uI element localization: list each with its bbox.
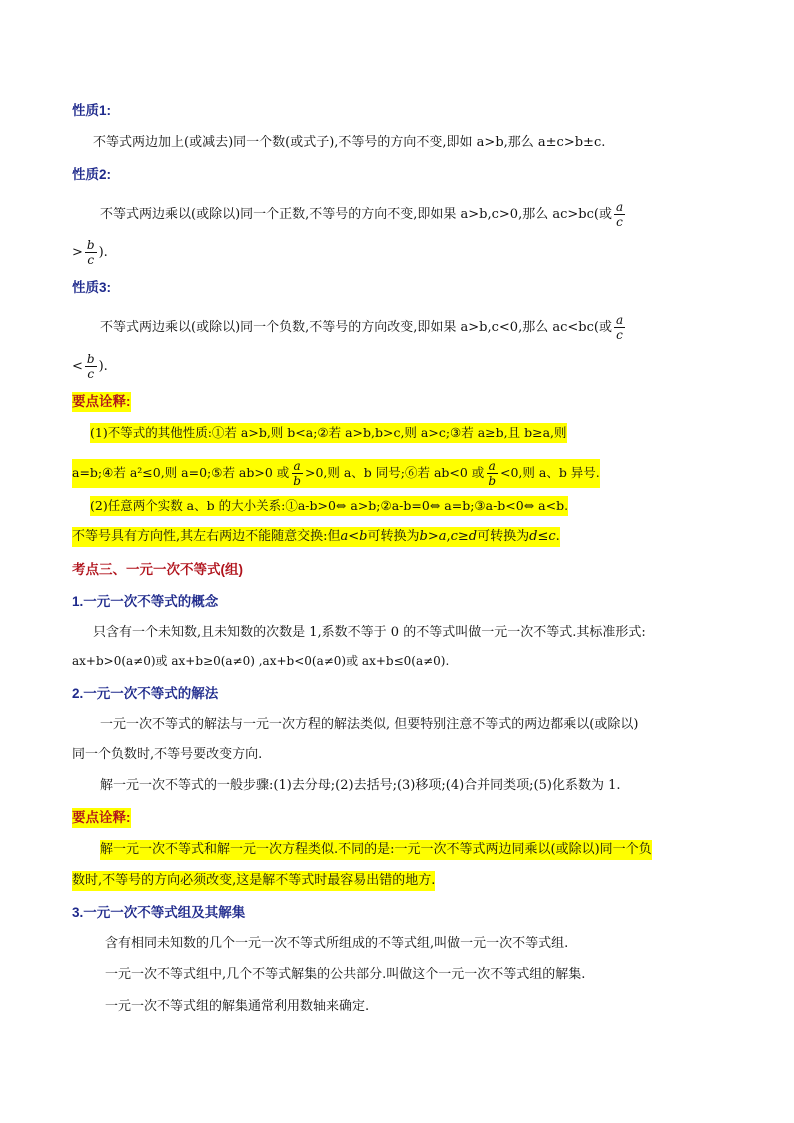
key-points-title-2: 要点诠释: [72,808,131,828]
subsection-3-para-1: 含有相同未知数的几个一元一次不等式所组成的不等式组,叫做一元一次不等式组. [105,936,569,951]
subsection-1-para-2: ax+b>0(a≠0)或 ax+b≥0(a≠0) ,ax+b<0(a≠0)或 ax+b≤0(a≠0). [72,654,450,668]
property-3-sentence: 不等式两边乘以(或除以)同一个负数,不等号的方向改变,即如果 a>b,c<0,那么 ac<bc(或 [100,320,612,335]
key-point-2-line-2: 数时,不等号的方向必须改变,这是解不等式时最容易出错的地方. [72,871,435,891]
fraction-b-over-c: $\frac{b}{c}$ [86,238,95,267]
subsection-2-para-3: 解一元一次不等式的一般步骤:(1)去分母;(2)去括号;(3)移项;(4)合并同类项;(5)化系数为 1. [100,778,621,793]
property-3-title: 性质3: [72,280,112,295]
subsection-3-title: 3.一元一次不等式组及其解集 [72,905,246,920]
fraction-a-over-b: $\frac{a}{b}$ [488,459,496,488]
subsection-1-para-1: 只含有一个未知数,且未知数的次数是 1,系数不等于 0 的不等式叫做一元一次不等式.其标准形式: [93,625,646,640]
key-point-line-2: a=b;④若 a²≤0,则 a=0;⑤若 ab>0 或 $\frac{a}{b}$ >0,则 a、b 同号;⑥若 ab<0 或 $\frac{a}{b}$ <0,则 a、b 异号. [72,459,600,488]
property-1-text: 不等式两边加上(或减去)同一个数(或式子),不等号的方向不变,即如 a>b,那么 a±c>b±c. [93,135,606,150]
fraction-a-over-b: $\frac{a}{b}$ [293,459,301,488]
key-point-line-4: 不等号具有方向性,其左右两边不能随意交换:但a<b可转换为b>a,c≥d可转换为d≤c. [72,527,560,547]
key-point-2-line-1: 解一元一次不等式和解一元一次方程类似.不同的是:一元一次不等式两边同乘以(或除以)同一个负 [100,840,652,860]
fraction-b-over-c: $\frac{b}{c}$ [86,352,95,381]
property-3-continuation: < $\frac{b}{c}$ ). [72,352,108,381]
section-3-title: 考点三、一元一次不等式(组) [72,562,243,577]
fraction-a-over-c: $\frac{a}{c}$ [615,200,624,229]
property-2-sentence: 不等式两边乘以(或除以)同一个正数,不等号的方向不变,即如果 a>b,c>0,那么 ac>bc(或 [100,207,612,222]
property-3-text [100,313,627,342]
subsection-1-title: 1.一元一次不等式的概念 [72,594,219,609]
subsection-3-para-3: 一元一次不等式组的解集通常利用数轴来确定. [105,999,370,1014]
key-point-line-1: (1)不等式的其他性质:①若 a>b,则 b<a;②若 a>b,b>c,则 a>c;③若 a≥b,且 b≥a,则 [90,423,567,443]
key-points-title: 要点诠释: [72,392,131,412]
property-2-title: 性质2: [72,167,112,182]
subsection-2-para-2: 同一个负数时,不等号要改变方向. [72,747,263,762]
fraction-a-over-c: $\frac{a}{c}$ [615,313,624,342]
key-point-line-3: (2)任意两个实数 a、b 的大小关系:①a-b>0⇔ a>b;②a-b=0⇔ a=b;③a-b<0⇔ a<b. [90,496,568,516]
subsection-2-title: 2.一元一次不等式的解法 [72,686,219,701]
property-2-continuation: > $\frac{b}{c}$ ). [72,238,108,267]
property-2-text [100,200,627,229]
subsection-3-para-2: 一元一次不等式组中,几个不等式解集的公共部分.叫做这个一元一次不等式组的解集. [105,967,586,982]
property-1-title: 性质1: [72,103,112,118]
subsection-2-para-1: 一元一次不等式的解法与一元一次方程的解法类似, 但要特别注意不等式的两边都乘以(或除以) [100,717,639,732]
